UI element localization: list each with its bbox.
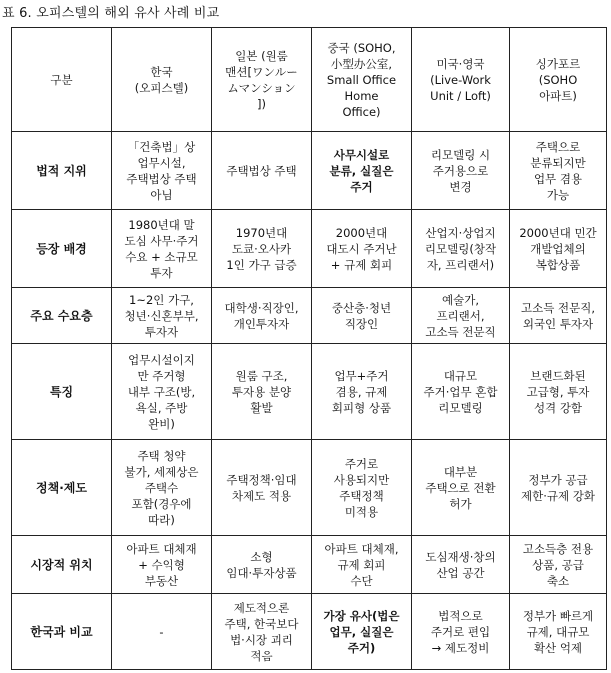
table-cell: 아파트 대체재, 규제 회피 수단 (312, 536, 412, 594)
table-cell: 법적으로 주거로 편입 → 제도정비 (412, 594, 510, 670)
table-cell: 중산층·청년 직장인 (312, 288, 412, 344)
row-label: 정책·제도 (12, 440, 112, 536)
table-cell: 가장 유사(법은 업무, 실질은 주거) (312, 594, 412, 670)
table-cell: 1~2인 가구, 청년·신혼부부, 투자자 (112, 288, 212, 344)
table-row (12, 344, 607, 440)
table-row (12, 132, 607, 210)
row-label: 특징 (12, 344, 112, 440)
table-cell: 대학생·직장인, 개인투자자 (212, 288, 312, 344)
table-cell: 제도적으론 주택, 한국보다 법·시장 괴리 적음 (212, 594, 312, 670)
table-cell: 1980년대 말 도심 사무·주거 수요 + 소규모 투자 (112, 210, 212, 288)
header-singapore: 싱가포르 (SOHO 아파트) (510, 28, 607, 132)
table-cell: 아파트 대체재 + 수익형 부동산 (112, 536, 212, 594)
table-cell: 사무시설로 분류, 실질은 주거 (312, 132, 412, 210)
header-us-uk: 미국·영국 (Live-Work Unit / Loft) (412, 28, 510, 132)
header-china: 중국 (SOHO, 小型办公室, Small Office Home Office) (312, 28, 412, 132)
table-cell: 주택법상 주택 (212, 132, 312, 210)
header-row (12, 28, 607, 132)
table-cell: 주거로 사용되지만 주택정책 미적용 (312, 440, 412, 536)
table-cell: 도심재생·창의 산업 공간 (412, 536, 510, 594)
table-row (12, 536, 607, 594)
table-cell: 리모델링 시 주거용으로 변경 (412, 132, 510, 210)
row-label: 법적 지위 (12, 132, 112, 210)
table-caption: 표 6. 오피스텔의 해외 유사 사례 비교 (2, 6, 220, 21)
table-cell: - (112, 594, 212, 670)
header-korea: 한국 (오피스텔) (112, 28, 212, 132)
table-row (12, 288, 607, 344)
table-cell: 1970년대 도쿄·오사카 1인 가구 급증 (212, 210, 312, 288)
table-cell: 대규모 주거·업무 혼합 리모델링 (412, 344, 510, 440)
table-cell: 업무+주거 겸용, 규제 회피형 상품 (312, 344, 412, 440)
table-row (12, 440, 607, 536)
header-category: 구분 (12, 28, 112, 132)
table-cell: 고소득 전문직, 외국인 투자자 (510, 288, 607, 344)
header-japan: 일본 (원룸 맨션[ワンルー ムマンション ]) (212, 28, 312, 132)
row-label: 시장적 위치 (12, 536, 112, 594)
table-cell: 산업지·상업지 리모델링(창작 자, 프리랜서) (412, 210, 510, 288)
table-cell: 예술가, 프리랜서, 고소득 전문직 (412, 288, 510, 344)
comparison-table (11, 27, 607, 670)
table-cell: 「건축법」상 업무시설, 주택법상 주택 아님 (112, 132, 212, 210)
table-cell: 주택정책·임대 차제도 적용 (212, 440, 312, 536)
table-cell: 2000년대 민간 개발업체의 복합상품 (510, 210, 607, 288)
table-cell: 정부가 공급 제한·규제 강화 (510, 440, 607, 536)
table-cell: 소형 임대·투자상품 (212, 536, 312, 594)
table-row (12, 210, 607, 288)
table-cell: 브랜드화된 고급형, 투자 성격 강함 (510, 344, 607, 440)
table-cell: 2000년대 대도시 주거난 + 규제 회피 (312, 210, 412, 288)
table-cell: 원룸 구조, 투자용 분양 활발 (212, 344, 312, 440)
row-label: 등장 배경 (12, 210, 112, 288)
table-cell: 정부가 빠르게 규제, 대규모 확산 억제 (510, 594, 607, 670)
table-cell: 주택으로 분류되지만 업무 겸용 가능 (510, 132, 607, 210)
table-cell: 업무시설이지 만 주거형 내부 구조(방, 욕실, 주방 완비) (112, 344, 212, 440)
table-row (12, 594, 607, 670)
row-label: 주요 수요층 (12, 288, 112, 344)
table-cell: 주택 청약 불가, 세제상은 주택수 포함(경우에 따라) (112, 440, 212, 536)
table-cell: 고소득층 전용 상품, 공급 축소 (510, 536, 607, 594)
row-label: 한국과 비교 (12, 594, 112, 670)
table-cell: 대부분 주택으로 전환 허가 (412, 440, 510, 536)
